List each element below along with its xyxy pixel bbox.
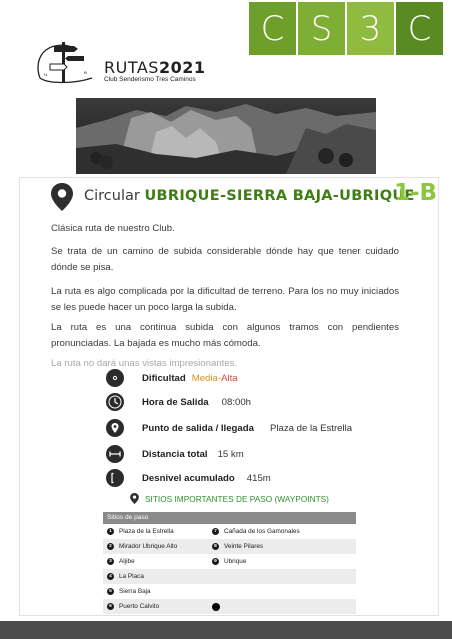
waypoint-row: [103, 584, 356, 599]
description-p2: Se trata de un camino de subida considerable dónde hay que tener cuidado dónde se pisa.: [51, 246, 399, 273]
meeting-pin-icon: [106, 419, 124, 437]
logo-letter-4: C: [396, 2, 443, 55]
waypoint-cell-right: [208, 543, 313, 550]
waypoint-number: 1: [107, 528, 114, 535]
elevation-label: Desnivel acumulado: [142, 472, 235, 484]
waypoint-name: Puerto Calvito: [119, 603, 160, 610]
waypoint-number: 7: [212, 528, 219, 535]
waypoint-number: 4: [107, 573, 114, 580]
start-time-value: 08:00h: [221, 396, 251, 408]
difficulty-icon: [106, 369, 124, 387]
cs3c-logo: [249, 2, 443, 55]
waypoint-name: Ubrique: [224, 558, 247, 565]
start-time-label: Hora de Salida: [142, 396, 209, 408]
logo-letter-2: S: [298, 2, 345, 55]
meeting-point-row: [106, 418, 352, 438]
difficulty-high: Alta: [221, 372, 238, 384]
start-time-row: [106, 392, 251, 412]
waypoints-heading-text: SITIOS IMPORTANTES DE PASO (WAYPOINTS): [145, 493, 329, 504]
waypoint-cell-right: [208, 528, 313, 535]
rutas-2021-wordmark: [104, 58, 206, 77]
club-name: Club Senderismo Tres Caminos: [104, 76, 196, 83]
waypoint-row: [103, 569, 356, 584]
footer-bar: [0, 621, 452, 639]
svg-text:u: u: [44, 72, 48, 78]
waypoint-number: 2: [107, 543, 114, 550]
waypoint-cell-left: [103, 588, 208, 595]
waypoint-name: Mirador Ubrique Alto: [119, 543, 178, 550]
meeting-value: Plaza de la Estrella: [269, 422, 353, 434]
description-p1: Clásica ruta de nuestro Club.: [51, 223, 175, 234]
waypoint-pin-icon: [130, 493, 139, 504]
location-pin-icon: [51, 183, 73, 211]
waypoint-cell-left: [103, 543, 208, 550]
waypoint-number: 9: [212, 558, 219, 565]
waypoint-row: [103, 554, 356, 569]
waypoint-row: [103, 599, 356, 614]
waypoint-name: Sierra Baja: [119, 588, 151, 595]
waypoint-name: Veinte Pilares: [224, 543, 264, 550]
description-p3: La ruta es algo complicada por la dificultad de terreno. Para los no muy iniciados se les puede hacer un poco larga la subida.: [51, 286, 399, 313]
route-title: [84, 188, 415, 204]
meeting-label: Punto de salida / llegada: [142, 422, 254, 434]
waypoint-name: Plaza de la Estrella: [119, 528, 174, 535]
waypoints-heading: [130, 493, 329, 504]
elevation-row: [106, 468, 271, 488]
distance-icon: [106, 445, 124, 463]
distance-label: Distancia total: [142, 448, 208, 460]
difficulty-label: Dificultad: [142, 372, 186, 384]
rutas-year: 2021: [158, 58, 206, 77]
waypoint-number: 5: [107, 588, 114, 595]
logo-letter-3: 3: [347, 2, 394, 55]
waypoint-number: 6: [107, 603, 114, 610]
mountain-photo: [76, 98, 376, 174]
waypoint-number: 3: [107, 558, 114, 565]
waypoint-name: La Placa: [119, 573, 144, 580]
waypoint-number: 8: [212, 543, 219, 550]
end-dot-icon: [212, 603, 220, 611]
title-highlight: UBRIQUE-SIERRA BAJA-UBRIQUE: [144, 188, 415, 204]
distance-row: [106, 444, 244, 464]
waypoint-cell-left: [103, 603, 208, 610]
clock-icon: [106, 393, 124, 411]
waypoint-row: [103, 524, 356, 539]
elevation-icon: [106, 469, 124, 487]
description-p4: La ruta es una continua subida con algunos tramos con pendientes pronunciadas. La bajada es mucho más cómoda.: [51, 322, 399, 349]
waypoint-cell-left: [103, 558, 208, 565]
distance-value: 15 km: [217, 448, 244, 460]
waypoint-row: [103, 539, 356, 554]
waypoint-cell-right: [208, 558, 313, 565]
route-code: 1-B: [394, 180, 438, 206]
svg-text:e: e: [84, 70, 87, 76]
waypoint-name: Cañada de los Gamonales: [224, 528, 300, 535]
difficulty-value: [192, 373, 238, 384]
elevation-value: 415m: [246, 472, 271, 484]
club-emblem-icon: [34, 38, 100, 86]
waypoint-cell-right: [208, 603, 313, 611]
description-p5: La ruta no dará unas vistas impresionantes.: [51, 358, 238, 369]
difficulty-medium: Media: [191, 372, 218, 384]
waypoint-cell-left: [103, 573, 208, 580]
waypoints-table: [103, 512, 356, 614]
title-prefix: Circular: [84, 188, 140, 204]
logo-letter-1: C: [249, 2, 296, 55]
waypoint-cell-left: [103, 528, 208, 535]
rutas-word: RUTAS: [104, 58, 159, 77]
waypoint-name: Aljibe: [119, 558, 135, 565]
difficulty-separator: -: [217, 372, 222, 384]
waypoints-table-header: Sitios de paso: [103, 512, 356, 524]
difficulty-row: [106, 368, 238, 388]
